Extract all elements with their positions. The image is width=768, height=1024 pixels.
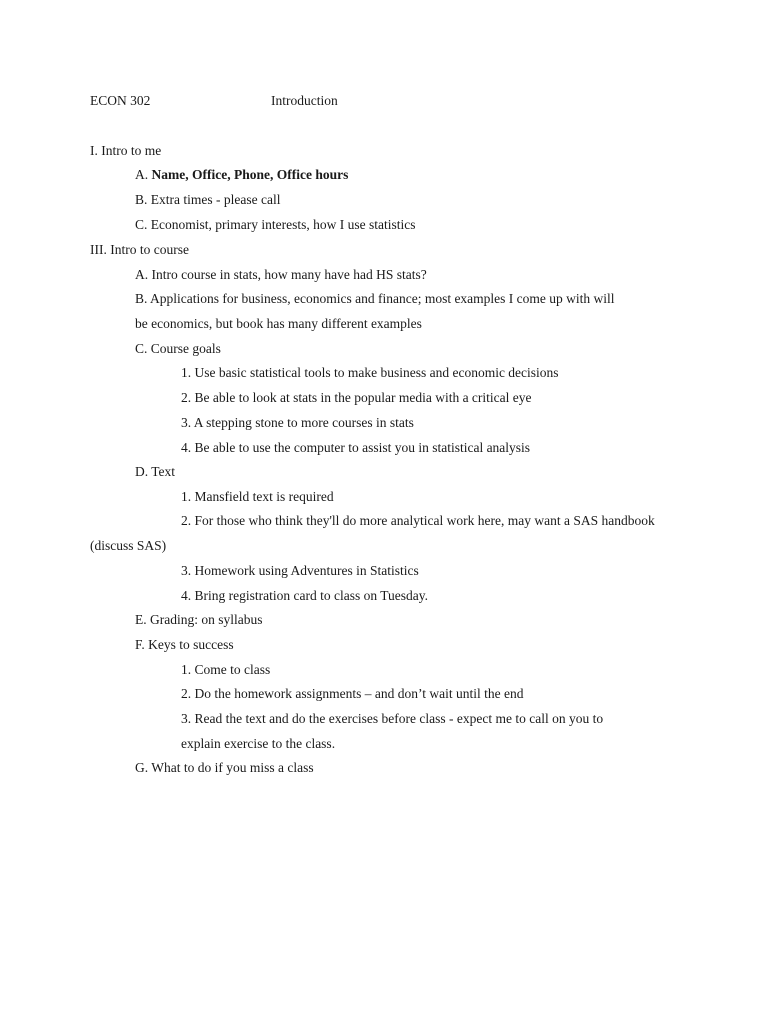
item-economist-interests: C. Economist, primary interests, how I use statistics (135, 217, 416, 232)
course-code: ECON 302 (90, 93, 151, 108)
item-grading: E. Grading: on syllabus (135, 612, 263, 627)
text-3: 3. Homework using Adventures in Statistics (181, 563, 419, 578)
text-4: 4. Bring registration card to class on Tuesday. (181, 588, 428, 603)
item-extra-times: B. Extra times - please call (135, 192, 281, 207)
item-label: A. (135, 167, 152, 182)
document-title: Introduction (271, 93, 338, 108)
item-keys-to-success: F. Keys to success (135, 637, 234, 652)
key-1: 1. Come to class (181, 662, 271, 677)
section-intro-to-course: III. Intro to course (90, 242, 189, 257)
goal-1: 1. Use basic statistical tools to make business and economic decisions (181, 365, 559, 380)
document-header (90, 93, 690, 113)
key-2: 2. Do the homework assignments – and don’t wait until the end (181, 686, 524, 701)
text-1: 1. Mansfield text is required (181, 489, 334, 504)
item-contact-info (135, 166, 348, 184)
goal-2: 2. Be able to look at stats in the popular media with a critical eye (181, 390, 532, 405)
text-2-cont: (discuss SAS) (90, 538, 167, 553)
goal-4: 4. Be able to use the computer to assist you in statistical analysis (181, 440, 531, 455)
item-applications-cont: be economics, but book has many different examples (135, 316, 422, 331)
item-applications: B. Applications for business, economics and finance; most examples I come up with will (135, 291, 615, 306)
item-missed-class: G. What to do if you miss a class (135, 760, 314, 775)
text-2: 2. For those who think they'll do more analytical work here, may want a SAS handbook (181, 513, 655, 528)
item-course-goals: C. Course goals (135, 341, 221, 356)
item-text: D. Text (135, 464, 176, 479)
key-3: 3. Read the text and do the exercises before class - expect me to call on you to (181, 711, 604, 726)
key-3-cont: explain exercise to the class. (181, 736, 336, 751)
contact-info-bold: Name, Office, Phone, Office hours (151, 167, 349, 182)
section-intro-to-me: I. Intro to me (90, 143, 162, 158)
item-intro-course: A. Intro course in stats, how many have had HS stats? (135, 267, 427, 282)
goal-3: 3. A stepping stone to more courses in stats (181, 415, 414, 430)
